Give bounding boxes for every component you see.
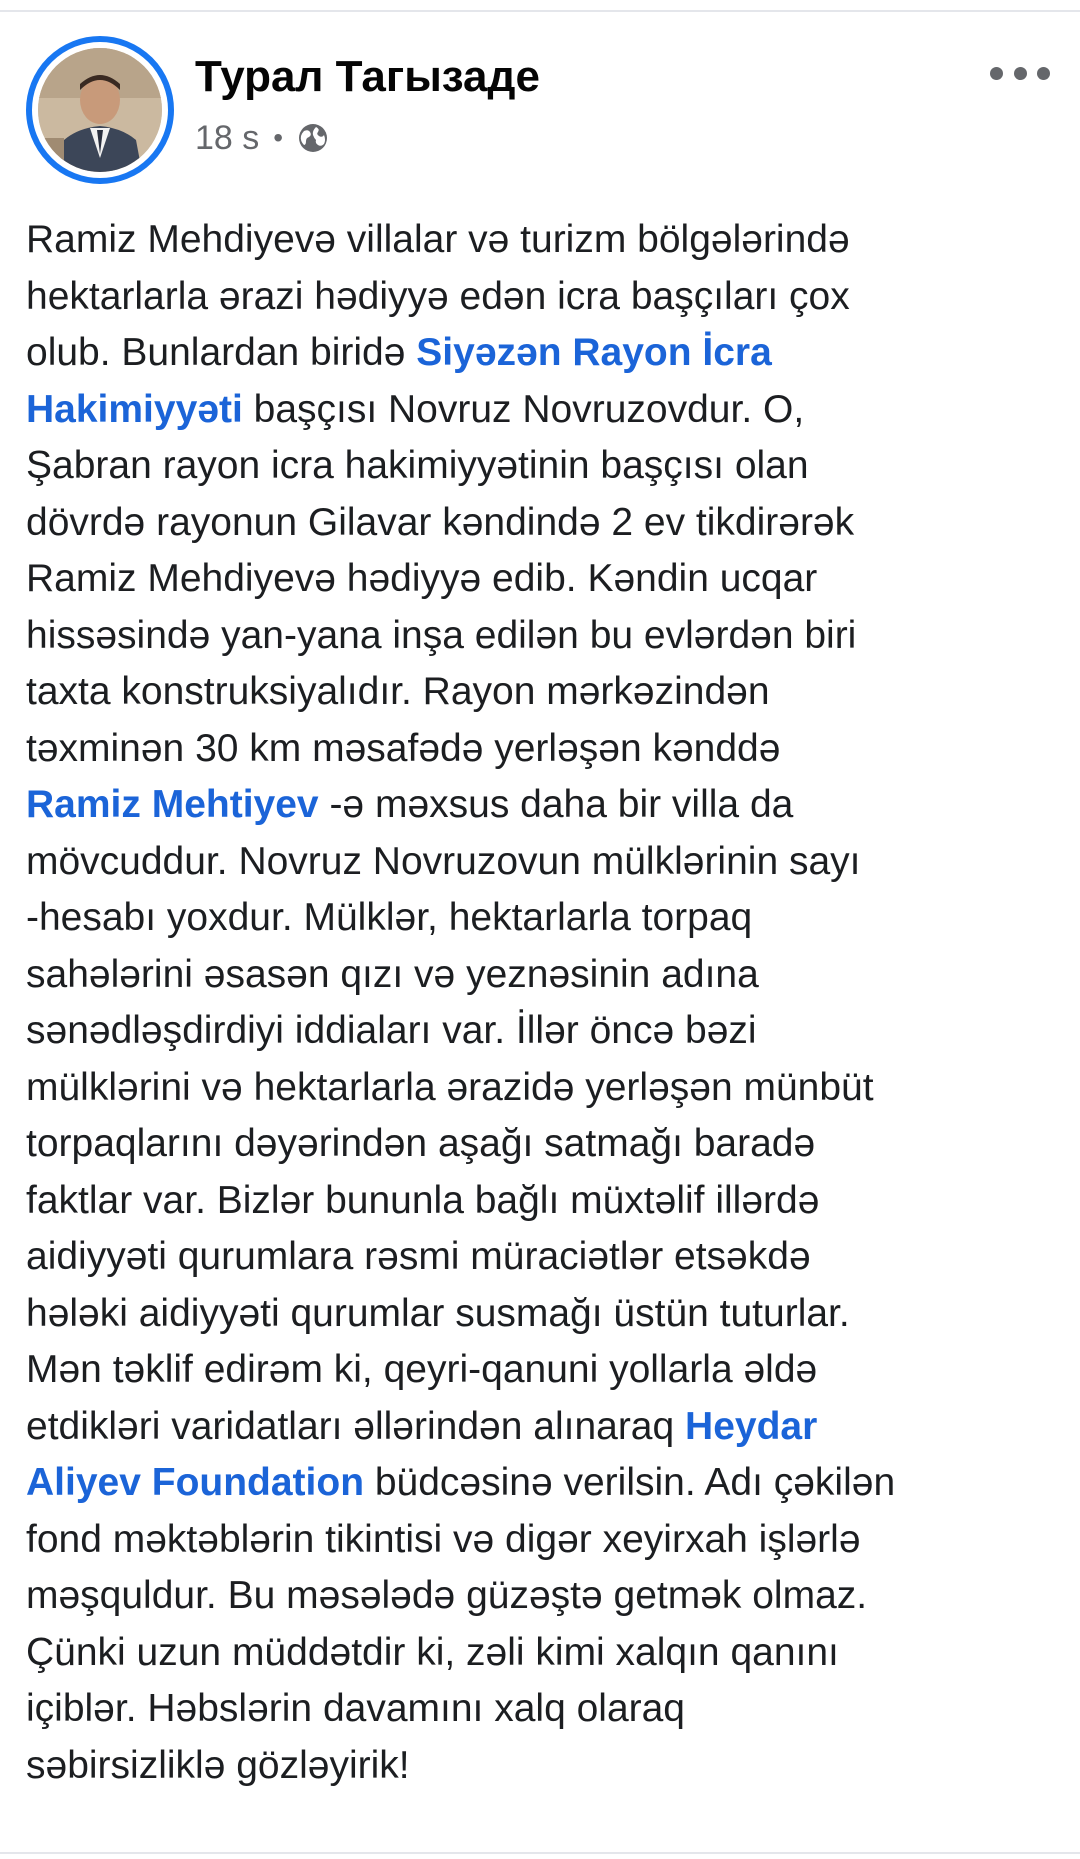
avatar-photo	[38, 48, 162, 172]
post-text-segment: büdcəsinə verilsin. Adı çəkilən	[364, 1461, 896, 1504]
post-text-line	[26, 608, 1066, 665]
post-text-segment: hissəsində yan-yana inşa edilən bu evlərdən biri	[26, 613, 857, 657]
post-text-line	[26, 1512, 1066, 1569]
mention-link[interactable]: Hakimiyyəti	[26, 387, 243, 431]
post-text-segment: Mən təklif edirəm ki, qeyri-qanuni yollarla əldə	[26, 1348, 818, 1391]
mention-link[interactable]: Aliyev Foundation	[26, 1461, 365, 1504]
post-text-line	[26, 495, 1066, 552]
post-text-segment: hələki aidiyyəti qurumlar susmağı üstün tuturlar.	[26, 1291, 850, 1335]
profile-photo-icon	[38, 48, 162, 172]
post-text	[26, 212, 1066, 1794]
post-text-segment: faktlar var. Bizlər bununla bağlı müxtəlif illərdə	[26, 1178, 820, 1222]
post-text-line	[26, 947, 1066, 1004]
post-text-line	[26, 721, 1066, 778]
meta-separator: •	[273, 122, 284, 153]
post-text-segment: sənədləşdirdiyi iddiaları var. İllər öncə bəzi	[26, 1009, 757, 1052]
post-text-line	[26, 1173, 1066, 1230]
post-text-segment: olub. Bunlardan biridə	[26, 331, 417, 374]
post-text-segment: Şabran rayon icra hakimiyyətinin başçısı olan	[26, 444, 809, 487]
post-text-segment: təxminən 30 km məsafədə yerləşən kənddə	[26, 726, 781, 770]
author-avatar[interactable]	[26, 36, 174, 184]
post-text-line	[26, 664, 1066, 721]
post-text-segment: aidiyyəti qurumlara rəsmi müraciətlər etsəkdə	[26, 1235, 811, 1278]
post-text-segment: Ramiz Mehdiyevə villalar və turizm bölgələrində	[26, 218, 850, 261]
post-text-line	[26, 1681, 1066, 1738]
post-text-segment: mülklərini və hektarlarla ərazidə yerləşən münbüt	[26, 1065, 874, 1109]
post-text-line	[26, 269, 1066, 326]
post-text-line	[26, 551, 1066, 608]
post-text-line	[26, 382, 1066, 439]
post-meta	[195, 118, 329, 158]
mention-link[interactable]: Heydar	[685, 1404, 818, 1448]
post-text-segment: hektarlarla ərazi hədiyyə edən icra başçıları çox	[26, 274, 850, 318]
post-text-line	[26, 1342, 1066, 1399]
more-options-button[interactable]	[990, 58, 1050, 88]
post-text-line	[26, 1116, 1066, 1173]
globe-icon[interactable]	[297, 122, 329, 154]
post-text-segment: Ramiz Mehdiyevə hədiyyə edib. Kəndin ucqar	[26, 557, 818, 600]
post-text-segment: torpaqlarını dəyərindən aşağı satmağı baradə	[26, 1122, 816, 1165]
post-text-line	[26, 325, 1066, 382]
post-text-line	[26, 1738, 1066, 1795]
bottom-divider	[0, 1852, 1080, 1854]
post-text-line	[26, 1455, 1066, 1512]
post-text-line	[26, 1229, 1066, 1286]
post-timestamp[interactable]: 18 s	[195, 118, 260, 157]
post-text-segment: taxta konstruksiyalıdır. Rayon mərkəzindən	[26, 670, 770, 713]
post-text-line	[26, 1625, 1066, 1682]
post-text-segment: etdikləri varidatları əllərindən alınaraq	[26, 1404, 686, 1448]
post-text-segment: mövcuddur. Novruz Novruzovun mülklərinin sayı	[26, 839, 861, 883]
post-text-line	[26, 1399, 1066, 1456]
post-text-segment: -hesabı yoxdur. Mülklər, hektarlarla torpaq	[26, 896, 753, 939]
post-text-line	[26, 212, 1066, 269]
post-text-segment: Çünki uzun müddətdir ki, zəli kimi xalqın qanını	[26, 1630, 839, 1674]
mention-link[interactable]: Ramiz Mehtiyev	[26, 783, 319, 826]
post-text-segment: səbirsizliklə gözləyirik!	[26, 1743, 410, 1787]
post-text-segment: məşquldur. Bu məsələdə güzəştə getmək olmaz.	[26, 1574, 868, 1617]
mention-link[interactable]: Siyəzən Rayon İcra	[416, 331, 772, 374]
post-text-segment: başçısı Novruz Novruzovdur. O,	[242, 387, 805, 431]
post-text-line	[26, 777, 1066, 834]
more-horizontal-icon	[990, 67, 1003, 80]
post-text-line	[26, 438, 1066, 495]
post-text-line	[26, 1286, 1066, 1343]
author-name[interactable]: Турал Тагызаде	[195, 52, 540, 101]
post-text-line	[26, 1060, 1066, 1117]
post-text-line	[26, 834, 1066, 891]
post-text-segment: dövrdə rayonun Gilavar kəndində 2 ev tikdirərək	[26, 500, 855, 544]
post-text-line	[26, 1003, 1066, 1060]
post-text-segment: fond məktəblərin tikintisi və digər xeyirxah işlərlə	[26, 1517, 861, 1561]
post-text-segment: -ə məxsus daha bir villa da	[318, 783, 794, 826]
post-text-line	[26, 890, 1066, 947]
top-divider	[0, 10, 1080, 12]
post-text-segment: içiblər. Həbslərin davamını xalq olaraq	[26, 1687, 686, 1730]
post-text-line	[26, 1568, 1066, 1625]
post-text-segment: sahələrini əsasən qızı və yeznəsinin adına	[26, 952, 759, 996]
